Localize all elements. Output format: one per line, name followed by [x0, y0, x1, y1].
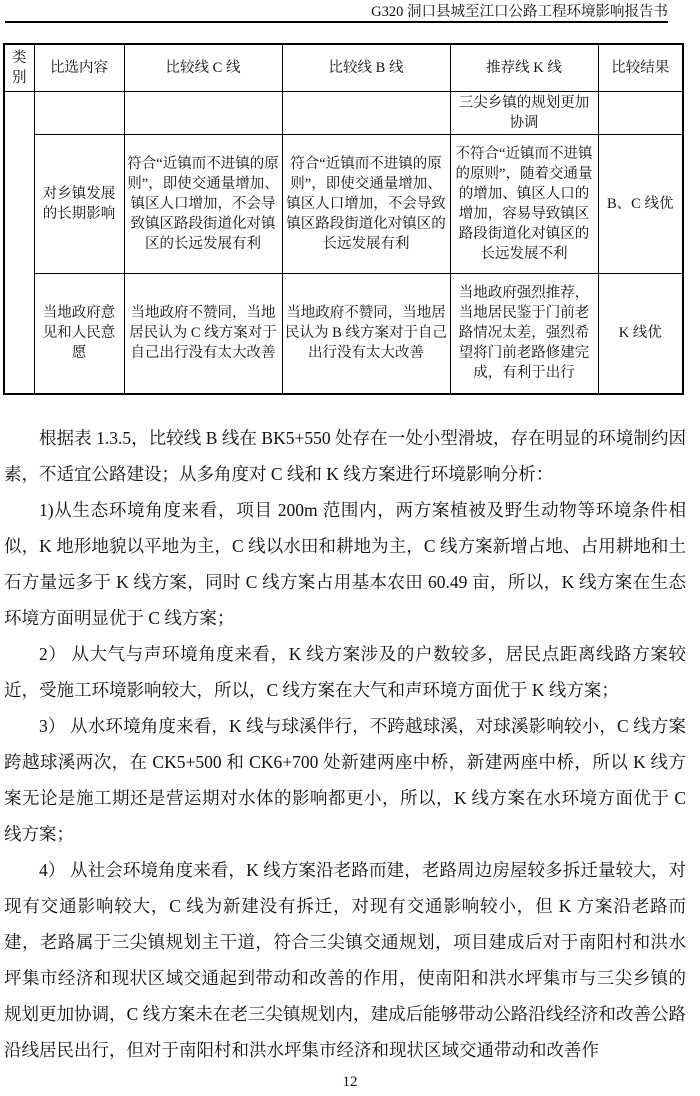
table-row — [4, 91, 683, 134]
item-cell: 对乡镇发展的长期影响 — [34, 134, 124, 273]
column-header-line-b: 比较线 B 线 — [282, 44, 450, 91]
column-header-category: 类别 — [4, 44, 34, 91]
body-text-block — [4, 420, 686, 1068]
line-k-cell: 当地政府强烈推荐，当地居民鉴于门前老路情况太差，强烈希望将门前老路修建完成，有利于出行 — [450, 273, 598, 394]
table-row — [4, 273, 683, 394]
item-cell — [34, 91, 124, 134]
line-c-cell: 当地政府不赞同，当地居民认为 C 线方案对于自己出行没有太大改善 — [124, 273, 282, 394]
line-b-cell: 当地政府不赞同，当地居民认为 B 线方案对于自己出行没有太大改善 — [282, 273, 450, 394]
line-b-cell: 符合“近镇而不进镇的原则”，即使交通量增加、镇区人口增加，不会导致镇区路段街道化对镇区的长远发展有利 — [282, 134, 450, 273]
table-header-row — [4, 44, 683, 91]
column-header-item: 比选内容 — [34, 44, 124, 91]
line-c-cell — [124, 91, 282, 134]
column-header-line-k: 推荐线 K 线 — [450, 44, 598, 91]
paragraph-water: 3） 从水环境角度来看，K 线与球溪伴行，不跨越球溪，对球溪影响较小，C 线方案跨越球溪两次，在 CK5+500 和 CK6+700 处新建两座中桥，新建两座中桥，所以 K 线方案无论是施工期还是营运期对水体的影响都更小，所以，K 线方案在水环境方面优于 C 线方案； — [4, 716, 686, 844]
page-number: 12 — [342, 1074, 358, 1090]
category-merged-cell — [4, 91, 34, 394]
result-cell: K 线优 — [598, 273, 683, 394]
paragraph-social: 4） 从社会环境角度来看，K 线方案沿老路而建，老路周边房屋较多拆迁量较大，对现有交通影响较大，C 线为新建没有拆迁，对现有交通影响较小，但 K 方案沿老路而建，老路属于三尖镇规划主干道，符合三尖镇交通规划，项目建成后对于南阳村和洪水坪集市经济和现状区域交通起到带动和改善的作用，使南阳和洪水坪集市与三尖乡镇的规划更加协调，C 线方案未在老三尖镇规划内，建成后能够带动公路沿线经济和改善公路沿线居民出行，但对于南阳村和洪水坪集市经济和现状区域交通带动和改善作 — [4, 860, 686, 1060]
column-header-result: 比较结果 — [598, 44, 683, 91]
paragraph-intro: 根据表 1.3.5，比较线 B 线在 BK5+550 处存在一处小型滑坡，存在明显的环境制约因素，不适宜公路建设；从多角度对 C 线和 K 线方案进行环境影响分析： — [4, 428, 686, 484]
line-b-cell — [282, 91, 450, 134]
line-k-cell: 不符合“近镇而不进镇的原则”，随着交通量的增加、镇区人口的增加，容易导致镇区路段街道化对镇区的长远发展不利 — [450, 134, 598, 273]
result-cell — [598, 91, 683, 134]
result-cell: B、C 线优 — [598, 134, 683, 273]
paragraph-ecology: 1)从生态环境角度来看，项目 200m 范围内，两方案植被及野生动物等环境条件相似，K 地形地貌以平地为主，C 线以水田和耕地为主，C 线方案新增占地、占用耕地和土石方量远多于 K 线方案，同时 C 线方案占用基本农田 60.49 亩，所以，K 线方案在生态环境方面明显优于 C 线方案； — [4, 500, 686, 628]
route-comparison-table — [3, 43, 684, 395]
header-divider — [5, 21, 668, 23]
running-header-title: G320 洞口县城至江口公路工程环境影响报告书 — [371, 4, 668, 20]
paragraph-air-noise: 2） 从大气与声环境角度来看，K 线方案涉及的户数较多，居民点距离线路方案较近，受施工环境影响较大，所以，C 线方案在大气和声环境方面优于 K 线方案； — [4, 644, 686, 700]
table-row — [4, 134, 683, 273]
line-c-cell: 符合“近镇而不进镇的原则”，即使交通量增加、镇区人口增加，不会导致镇区路段街道化对镇区的长远发展有利 — [124, 134, 282, 273]
column-header-line-c: 比较线 C 线 — [124, 44, 282, 91]
item-cell: 当地政府意见和人民意愿 — [34, 273, 124, 394]
line-k-cell: 三尖乡镇的规划更加协调 — [450, 91, 598, 134]
